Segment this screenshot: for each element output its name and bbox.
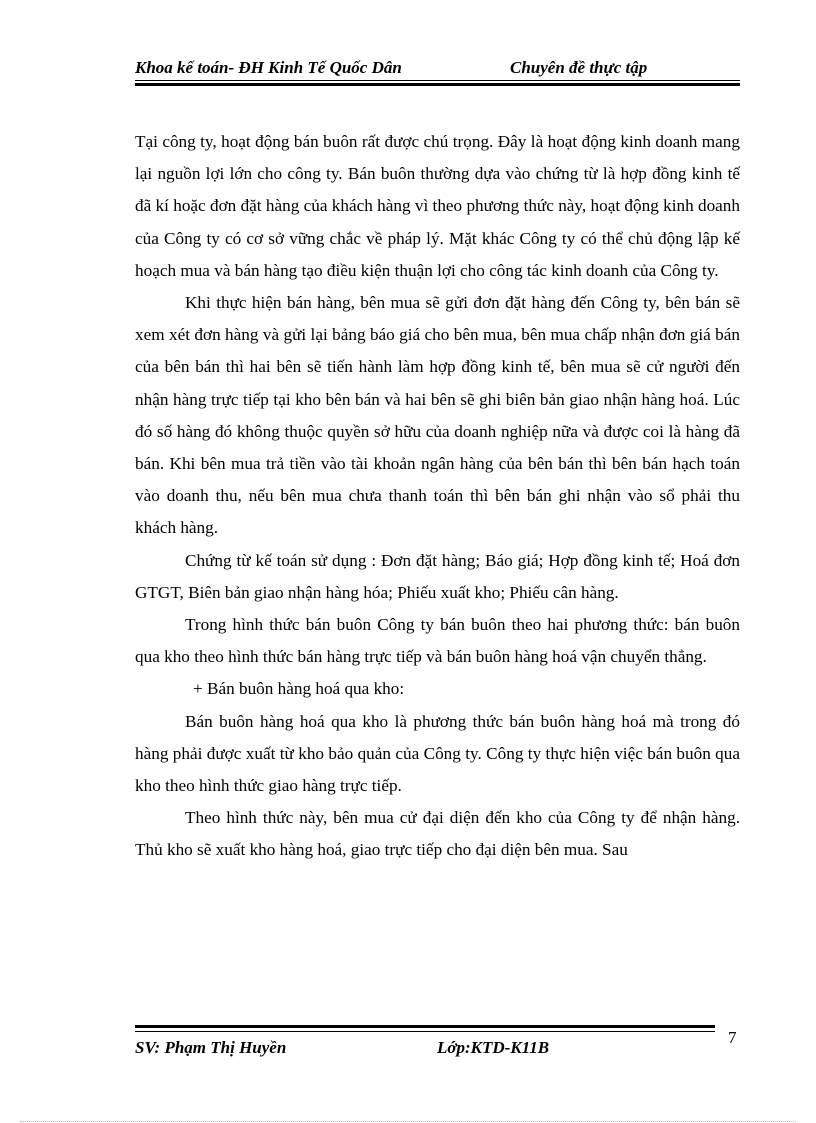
footer-rule-thick — [135, 1025, 715, 1028]
footer-rule-thin — [135, 1031, 715, 1032]
paragraph-warehouse-heading: + Bán buôn hàng hoá qua kho: — [193, 679, 405, 699]
footer-student-name: SV: Phạm Thị Huyền — [135, 1038, 287, 1057]
header-report-title: Chuyên đề thực tập — [510, 58, 648, 77]
body-text — [135, 126, 740, 867]
header-rule-thin — [135, 80, 740, 81]
page-footer — [135, 1036, 740, 1062]
page-header — [135, 56, 740, 82]
page-number: 7 — [728, 1028, 737, 1047]
paragraph-wholesale-intro: Tại công ty, hoạt động bán buôn rất được chú trọng. Đây là hoạt động kinh doanh mang lại nguồn lợi lớn cho công ty. Bán buôn thường dựa vào chứng từ là hợp đồng kinh tế đã kí hoặc đơn đặt hàng của khách hàng vì theo phương thức này, hoạt động kinh doanh của Công ty có cơ sở vững chắc về pháp lý. Mặt khác Công ty có thể chủ động lập kế hoạch mua và bán hàng tạo điều kiện thuận lợi cho công tác kinh doanh của Công ty. — [135, 132, 740, 280]
header-rule-thick — [135, 83, 740, 86]
paragraph-warehouse-definition: Bán buôn hàng hoá qua kho là phương thức bán buôn hàng hoá mà trong đó hàng phải được xuất từ kho bảo quản của Công ty. Công ty thực hiện việc bán buôn qua kho theo hình thức giao hàng trực tiếp. — [135, 711, 740, 796]
paragraph-documents: Chứng từ kế toán sử dụng : Đơn đặt hàng; Báo giá; Hợp đồng kinh tế; Hoá đơn GTGT, Biên bản giao nhận hàng hóa; Phiếu xuất kho; Phiếu cân hàng. — [135, 550, 740, 602]
paragraph-direct-delivery: Theo hình thức này, bên mua cử đại diện đến kho của Công ty để nhận hàng. Thủ kho sẽ xuất kho hàng hoá, giao trực tiếp cho đại diện bên mua. Sau — [135, 808, 740, 860]
paragraph-sales-process: Khi thực hiện bán hàng, bên mua sẽ gửi đơn đặt hàng đến Công ty, bên bán sẽ xem xét đơn hàng và gửi lại bảng báo giá cho bên mua, bên mua chấp nhận đơn giá bán của bên bán thì hai bên sẽ tiến hành làm hợp đồng kinh tế, bên mua sẽ cử người đến nhận hàng trực tiếp tại kho bên bán và hai bên sẽ ghi biên bản giao nhận hàng hoá. Lúc đó số hàng đó không thuộc quyền sở hữu của doanh nghiệp nữa và được coi là hàng đã bán. Khi bên mua trả tiền vào tài khoản ngân hàng của bên bán thì bên bán hạch toán vào doanh thu, nếu bên mua chưa thanh toán thì bên bán ghi nhận vào sổ phải thu khách hàng. — [135, 293, 740, 538]
page-edge-divider — [20, 1121, 796, 1122]
footer-class: Lớp:KTD-K11B — [437, 1038, 550, 1057]
header-faculty: Khoa kế toán- ĐH Kinh Tế Quốc Dân — [135, 58, 402, 77]
paragraph-wholesale-methods: Trong hình thức bán buôn Công ty bán buôn theo hai phương thức: bán buôn qua kho theo hình thức bán hàng trực tiếp và bán buôn hàng hoá vận chuyển thẳng. — [135, 615, 740, 667]
